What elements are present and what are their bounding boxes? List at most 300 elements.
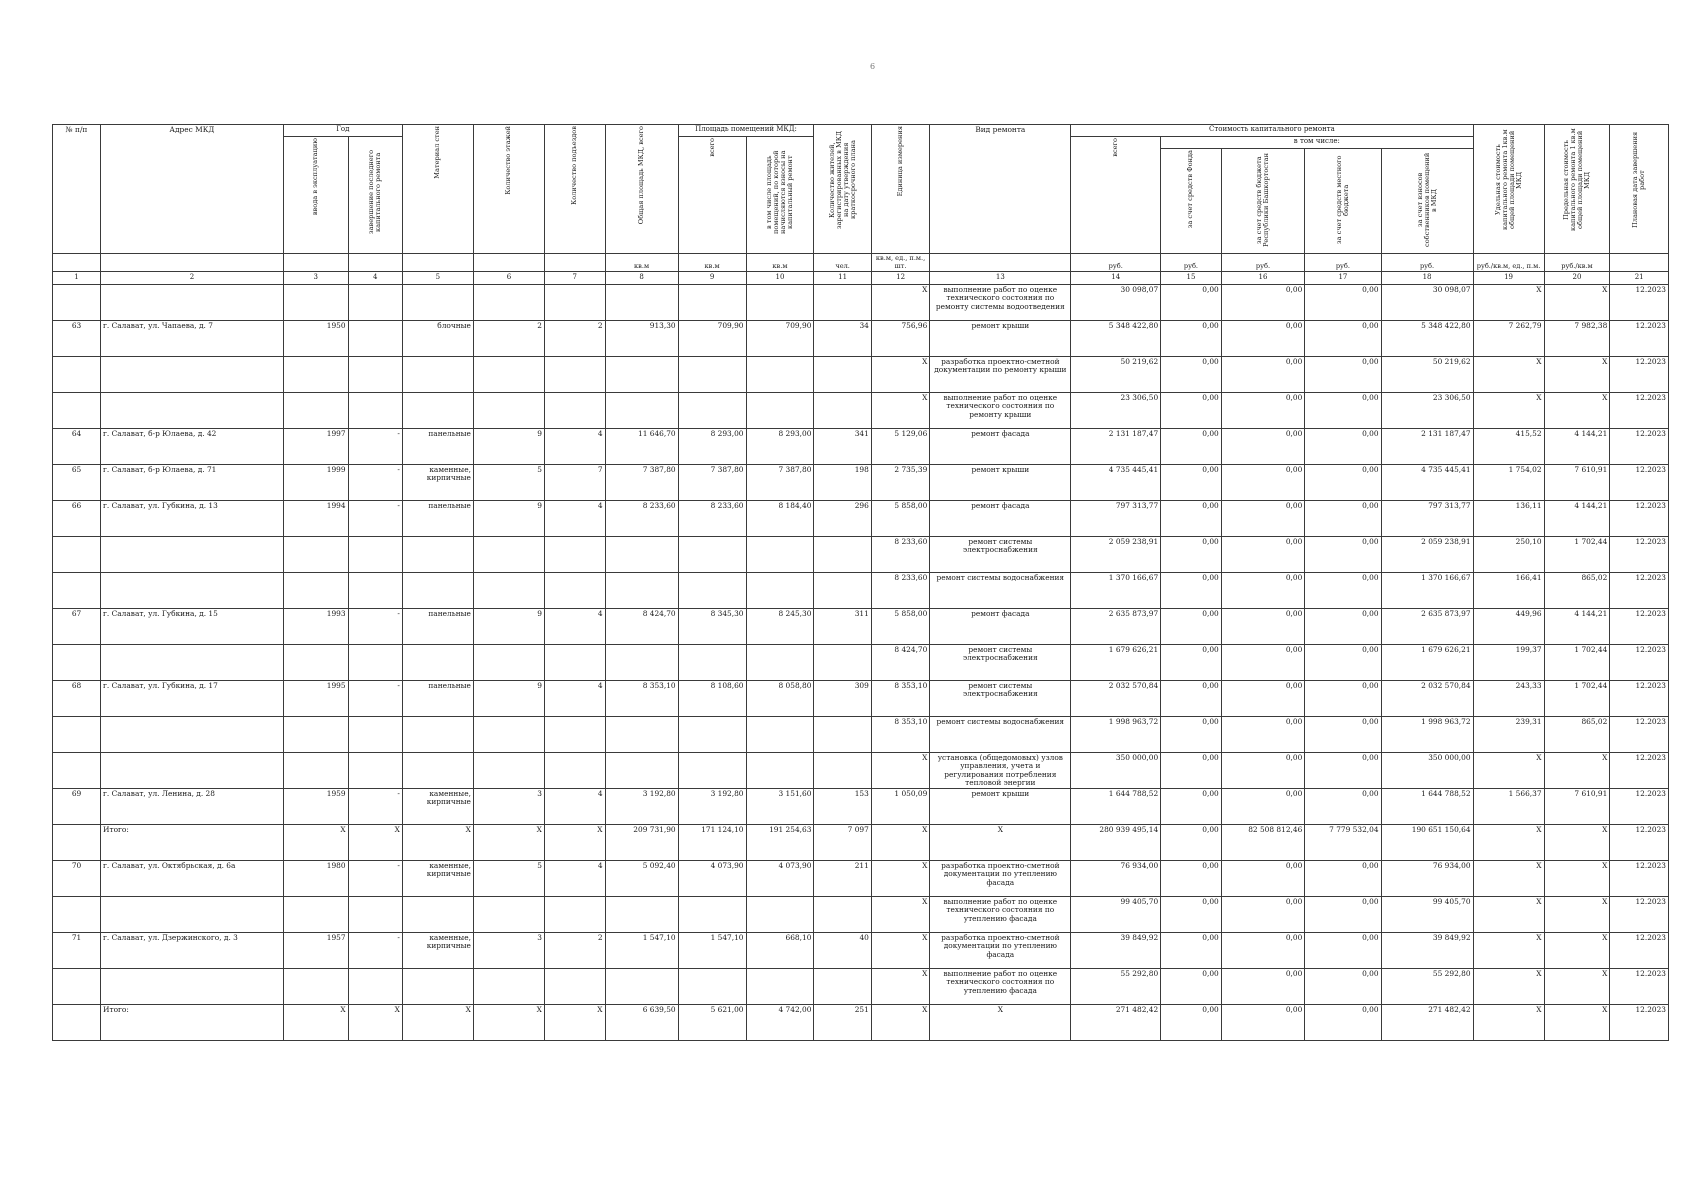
cell-commission-year [283,357,348,393]
cell-planned-date: 12.2023 [1610,285,1669,321]
cell-total-area [605,285,678,321]
cell-fund: 0,00 [1161,501,1222,537]
table-body [53,272,1669,1041]
cell-planned-date: 12.2023 [1610,753,1669,789]
cell-republic-budget: 0,00 [1221,465,1305,501]
column-number: 7 [544,272,605,285]
column-number: 6 [473,272,544,285]
cell-cost-total: 50 219,62 [1071,357,1161,393]
header-republic-budget: за счет средств бюджета Республики Башкортостан [1221,149,1305,254]
cell-unit-cost: X [1473,753,1544,789]
cell-area-total: 8 345,30 [678,609,746,645]
cell-cost-total: 1 370 166,67 [1071,573,1161,609]
cell-owners: 99 405,70 [1381,897,1473,933]
cell-total-area: 913,30 [605,321,678,357]
cell-total-area: 209 731,90 [605,825,678,861]
cell-entrances [544,573,605,609]
cell-last-repair-year [348,285,402,321]
cell-area-total: 5 621,00 [678,1005,746,1041]
cell-floors: 5 [473,861,544,897]
cell-num: 66 [53,501,101,537]
cell-entrances [544,969,605,1005]
cell-area-total: 8 108,60 [678,681,746,717]
cell-wall-material: блочные [402,321,473,357]
unit-cell [473,254,544,272]
cell-owners: 1 998 963,72 [1381,717,1473,753]
cell-owners: 30 098,07 [1381,285,1473,321]
cell-limit-cost: X [1544,897,1610,933]
cell-repair-type: ремонт фасада [930,501,1071,537]
cell-limit-cost: X [1544,933,1610,969]
cell-repair-type: выполнение работ по оценке технического состояния по ремонту крыши [930,393,1071,429]
cell-owners: 1 644 788,52 [1381,789,1473,825]
cell-area-total: 171 124,10 [678,825,746,861]
cell-local-budget: 0,00 [1305,357,1381,393]
cell-wall-material [402,357,473,393]
cell-num [53,573,101,609]
cell-total-area [605,357,678,393]
header-num: № п/п [53,125,101,254]
table-row [53,573,1669,609]
column-number: 15 [1161,272,1222,285]
cell-unit-cost: X [1473,933,1544,969]
cell-total-area: 8 353,10 [605,681,678,717]
cell-entrances: 4 [544,681,605,717]
cell-wall-material: панельные [402,429,473,465]
cell-total-area: 11 646,70 [605,429,678,465]
cell-republic-budget: 0,00 [1221,969,1305,1005]
cell-area-contrib: 3 151,60 [746,789,814,825]
cell-wall-material: панельные [402,681,473,717]
cell-wall-material: каменные, кирпичные [402,933,473,969]
cell-commission-year: 1993 [283,609,348,645]
cell-total-area: 7 387,80 [605,465,678,501]
cell-unit-cost: X [1473,897,1544,933]
cell-limit-cost: 1 702,44 [1544,645,1610,681]
cell-local-budget: 0,00 [1305,465,1381,501]
cell-floors [473,717,544,753]
cell-floors: 9 [473,429,544,465]
cell-fund: 0,00 [1161,285,1222,321]
column-number: 1 [53,272,101,285]
cell-area-contrib: 8 184,40 [746,501,814,537]
cell-unit: 5 858,00 [871,609,929,645]
header-year-group: Год [283,125,402,137]
cell-area-total [678,357,746,393]
cell-fund: 0,00 [1161,717,1222,753]
cell-unit: X [871,285,929,321]
cell-owners: 797 313,77 [1381,501,1473,537]
cell-cost-total: 39 849,92 [1071,933,1161,969]
cell-cost-total: 280 939 495,14 [1071,825,1161,861]
cell-floors [473,645,544,681]
cell-num [53,753,101,789]
table-row [53,861,1669,897]
cell-last-repair-year: - [348,465,402,501]
cell-repair-type: ремонт фасада [930,609,1071,645]
cell-address [101,753,284,789]
header-floors: Количество этажей [473,125,544,254]
cell-unit-cost: X [1473,969,1544,1005]
unit-cell: кв.м [678,254,746,272]
column-number: 11 [814,272,871,285]
cell-unit: 2 735,39 [871,465,929,501]
cell-last-repair-year [348,645,402,681]
cell-unit-cost: 1 754,02 [1473,465,1544,501]
cell-area-contrib [746,717,814,753]
cell-unit-cost: 1 566,37 [1473,789,1544,825]
table-row [53,285,1669,321]
cell-area-contrib [746,393,814,429]
cell-residents: 296 [814,501,871,537]
cell-owners: 2 032 570,84 [1381,681,1473,717]
cell-area-total: 1 547,10 [678,933,746,969]
cell-local-budget: 0,00 [1305,393,1381,429]
cell-last-repair-year [348,897,402,933]
cell-unit: X [871,357,929,393]
cell-republic-budget: 0,00 [1221,897,1305,933]
cell-last-repair-year [348,357,402,393]
column-number: 4 [348,272,402,285]
cell-address: г. Салават, ул. Губкина, д. 17 [101,681,284,717]
cell-repair-type: выполнение работ по оценке технического состояния по утеплению фасада [930,897,1071,933]
unit-cell [283,254,348,272]
cell-fund: 0,00 [1161,861,1222,897]
cell-residents: 40 [814,933,871,969]
cell-republic-budget: 0,00 [1221,933,1305,969]
cell-repair-type: ремонт системы электроснабжения [930,537,1071,573]
header-residents: Количество жителей, зарегистрированных в МКД на дату утверждения краткосрочного плана [814,125,871,254]
cell-wall-material [402,285,473,321]
cell-total-area: 1 547,10 [605,933,678,969]
cell-limit-cost: 7 610,91 [1544,789,1610,825]
cell-residents [814,537,871,573]
cell-local-budget: 0,00 [1305,573,1381,609]
cell-num [53,645,101,681]
cell-last-repair-year [348,573,402,609]
cell-planned-date: 12.2023 [1610,969,1669,1005]
cell-owners: 50 219,62 [1381,357,1473,393]
cell-local-budget: 0,00 [1305,717,1381,753]
cell-address [101,573,284,609]
cell-fund: 0,00 [1161,825,1222,861]
cell-owners: 23 306,50 [1381,393,1473,429]
cell-total-area [605,537,678,573]
cell-local-budget: 0,00 [1305,933,1381,969]
cell-unit: 1 050,09 [871,789,929,825]
cell-limit-cost: X [1544,393,1610,429]
cell-cost-total: 797 313,77 [1071,501,1161,537]
cell-cost-total: 2 635 873,97 [1071,609,1161,645]
cell-limit-cost: 4 144,21 [1544,501,1610,537]
cell-unit: X [871,969,929,1005]
cell-last-repair-year [348,393,402,429]
column-numbers-row [53,272,1669,285]
cell-fund: 0,00 [1161,393,1222,429]
cell-area-total [678,753,746,789]
header-incl-group: в том числе: [1161,137,1473,149]
header-area-group: Площадь помещений МКД: [678,125,814,137]
unit-cell: чел. [814,254,871,272]
cell-cost-total: 1 644 788,52 [1071,789,1161,825]
cell-unit: X [871,933,929,969]
cell-residents: 211 [814,861,871,897]
cell-floors [473,357,544,393]
unit-cell: руб. [1381,254,1473,272]
cell-repair-type: ремонт крыши [930,465,1071,501]
column-number: 12 [871,272,929,285]
cell-residents: 311 [814,609,871,645]
table-row [53,933,1669,969]
cell-area-contrib [746,573,814,609]
cell-repair-type: выполнение работ по оценке технического состояния по ремонту системы водоотведения [930,285,1071,321]
cell-fund: 0,00 [1161,681,1222,717]
cell-last-repair-year: X [348,1005,402,1041]
cell-address: г. Салават, ул. Губкина, д. 15 [101,609,284,645]
cell-wall-material [402,753,473,789]
cell-limit-cost: X [1544,825,1610,861]
cell-floors [473,573,544,609]
unit-cell [348,254,402,272]
cell-wall-material [402,897,473,933]
cell-owners: 4 735 445,41 [1381,465,1473,501]
cell-area-contrib: 7 387,80 [746,465,814,501]
cell-num [53,537,101,573]
cell-address [101,357,284,393]
cell-fund: 0,00 [1161,537,1222,573]
cell-owners: 55 292,80 [1381,969,1473,1005]
cell-area-total: 4 073,90 [678,861,746,897]
cell-fund: 0,00 [1161,753,1222,789]
cell-republic-budget: 0,00 [1221,501,1305,537]
cell-wall-material: каменные, кирпичные [402,861,473,897]
cell-area-contrib: 8 293,00 [746,429,814,465]
cell-entrances: 4 [544,789,605,825]
unit-cell: руб. [1221,254,1305,272]
column-number: 8 [605,272,678,285]
cell-area-contrib [746,357,814,393]
cell-area-contrib: 191 254,63 [746,825,814,861]
cell-address: г. Салават, б-р Юлаева, д. 71 [101,465,284,501]
cell-entrances [544,357,605,393]
cell-planned-date: 12.2023 [1610,681,1669,717]
cell-repair-type: выполнение работ по оценке технического состояния по утеплению фасада [930,969,1071,1005]
cell-limit-cost: 865,02 [1544,717,1610,753]
unit-cell [53,254,101,272]
cell-owners: 39 849,92 [1381,933,1473,969]
cell-cost-total: 30 098,07 [1071,285,1161,321]
cell-area-contrib: 4 742,00 [746,1005,814,1041]
cell-area-total [678,393,746,429]
cell-floors: 9 [473,501,544,537]
table-row [53,681,1669,717]
cell-limit-cost: X [1544,861,1610,897]
header-repair-type: Вид ремонта [930,125,1071,254]
cell-planned-date: 12.2023 [1610,717,1669,753]
header-local-budget: за счет средств местного бюджета [1305,149,1381,254]
cell-planned-date: 12.2023 [1610,645,1669,681]
cell-last-repair-year: - [348,861,402,897]
cell-entrances [544,645,605,681]
cell-planned-date: 12.2023 [1610,933,1669,969]
cell-cost-total: 1 998 963,72 [1071,717,1161,753]
cell-last-repair-year [348,537,402,573]
cell-residents: 198 [814,465,871,501]
cell-num: 70 [53,861,101,897]
cell-last-repair-year [348,717,402,753]
cell-limit-cost: 1 702,44 [1544,537,1610,573]
cell-local-budget: 0,00 [1305,645,1381,681]
cell-republic-budget: 0,00 [1221,321,1305,357]
cell-planned-date: 12.2023 [1610,825,1669,861]
table-header [53,125,1669,272]
cell-planned-date: 12.2023 [1610,429,1669,465]
cell-local-budget: 0,00 [1305,969,1381,1005]
cell-entrances: X [544,1005,605,1041]
cell-repair-type: ремонт крыши [930,321,1071,357]
table-row [53,465,1669,501]
header-cost-group: Стоимость капитального ремонта [1071,125,1473,137]
cell-residents [814,717,871,753]
cell-republic-budget: 0,00 [1221,789,1305,825]
column-number: 18 [1381,272,1473,285]
cell-unit-cost: X [1473,825,1544,861]
cell-local-budget: 0,00 [1305,789,1381,825]
cell-limit-cost: X [1544,357,1610,393]
cell-unit: X [871,897,929,933]
cell-local-budget: 0,00 [1305,753,1381,789]
cell-entrances [544,537,605,573]
cell-cost-total: 4 735 445,41 [1071,465,1161,501]
unit-cell: кв.м, ед., п.м., шт. [871,254,929,272]
table-row [53,789,1669,825]
cell-fund: 0,00 [1161,645,1222,681]
cell-total-area [605,393,678,429]
cell-commission-year: 1999 [283,465,348,501]
column-number: 9 [678,272,746,285]
cell-entrances: 2 [544,321,605,357]
cell-total-area: 5 092,40 [605,861,678,897]
cell-last-repair-year: - [348,501,402,537]
cell-total-area [605,717,678,753]
cell-local-budget: 0,00 [1305,429,1381,465]
table-row [53,717,1669,753]
cell-area-contrib: 709,90 [746,321,814,357]
repair-plan-table [52,124,1669,1041]
cell-residents: 309 [814,681,871,717]
table-row [53,321,1669,357]
cell-fund: 0,00 [1161,609,1222,645]
table-row [53,897,1669,933]
header-entrances: Количество подъездов [544,125,605,254]
column-number: 19 [1473,272,1544,285]
cell-num [53,393,101,429]
cell-republic-budget: 0,00 [1221,429,1305,465]
cell-limit-cost: 1 702,44 [1544,681,1610,717]
cell-planned-date: 12.2023 [1610,573,1669,609]
cell-area-total [678,573,746,609]
unit-cell [101,254,284,272]
cell-address [101,393,284,429]
header-total-area: Общая площадь МКД, всего [605,125,678,254]
cell-commission-year [283,897,348,933]
cell-repair-type: ремонт системы водоснабжения [930,573,1071,609]
cell-commission-year: 1980 [283,861,348,897]
cell-floors: 9 [473,681,544,717]
cell-unit: X [871,825,929,861]
cell-planned-date: 12.2023 [1610,537,1669,573]
unit-cell [930,254,1071,272]
cell-fund: 0,00 [1161,321,1222,357]
cell-floors: 9 [473,609,544,645]
cell-repair-type: разработка проектно-сметной документации по ремонту крыши [930,357,1071,393]
cell-area-contrib [746,645,814,681]
header-area-contrib: в том числе площадь помещений, по которой начисляются взносы на капитальный ремонт [746,137,814,254]
cell-floors [473,285,544,321]
cell-wall-material [402,537,473,573]
cell-residents [814,753,871,789]
cell-limit-cost: X [1544,753,1610,789]
cell-limit-cost: 4 144,21 [1544,609,1610,645]
cell-entrances: X [544,825,605,861]
cell-last-repair-year [348,969,402,1005]
cell-cost-total: 76 934,00 [1071,861,1161,897]
cell-fund: 0,00 [1161,933,1222,969]
cell-limit-cost: 865,02 [1544,573,1610,609]
cell-wall-material: панельные [402,501,473,537]
cell-local-budget: 0,00 [1305,321,1381,357]
cell-num [53,897,101,933]
cell-wall-material: X [402,1005,473,1041]
cell-planned-date: 12.2023 [1610,789,1669,825]
cell-republic-budget: 0,00 [1221,537,1305,573]
cell-last-repair-year: - [348,429,402,465]
cell-floors: X [473,825,544,861]
cell-unit-cost: X [1473,1005,1544,1041]
cell-unit-cost: 199,37 [1473,645,1544,681]
cell-local-budget: 0,00 [1305,537,1381,573]
cell-repair-type: установка (общедомовых) узлов управления, учета и регулирования потребления тепловой энергии [930,753,1071,789]
cell-total-area: 6 639,50 [605,1005,678,1041]
cell-entrances: 4 [544,609,605,645]
cell-area-total [678,969,746,1005]
cell-last-repair-year [348,753,402,789]
header-unit-cost: Удельная стоимость капитального ремонта 1кв.м общей площади помещений МКД [1473,125,1544,254]
table-row [53,753,1669,789]
cell-unit-cost: 415,52 [1473,429,1544,465]
cell-residents [814,897,871,933]
cell-commission-year [283,969,348,1005]
cell-address: г. Салават, ул. Губкина, д. 13 [101,501,284,537]
cell-num [53,969,101,1005]
cell-commission-year: 1950 [283,321,348,357]
cell-floors: X [473,1005,544,1041]
header-planned-date: Плановая дата завершения работ [1610,125,1669,254]
cell-total-area: 3 192,80 [605,789,678,825]
cell-planned-date: 12.2023 [1610,501,1669,537]
column-number: 2 [101,272,284,285]
cell-commission-year [283,753,348,789]
cell-total-area [605,969,678,1005]
cell-unit: 756,96 [871,321,929,357]
cell-residents: 34 [814,321,871,357]
cell-residents [814,969,871,1005]
header-owners: за счет взносов собственников помещений в МКД [1381,149,1473,254]
cell-entrances: 4 [544,429,605,465]
cell-owners: 2 059 238,91 [1381,537,1473,573]
cell-owners: 271 482,42 [1381,1005,1473,1041]
cell-repair-type: X [930,825,1071,861]
